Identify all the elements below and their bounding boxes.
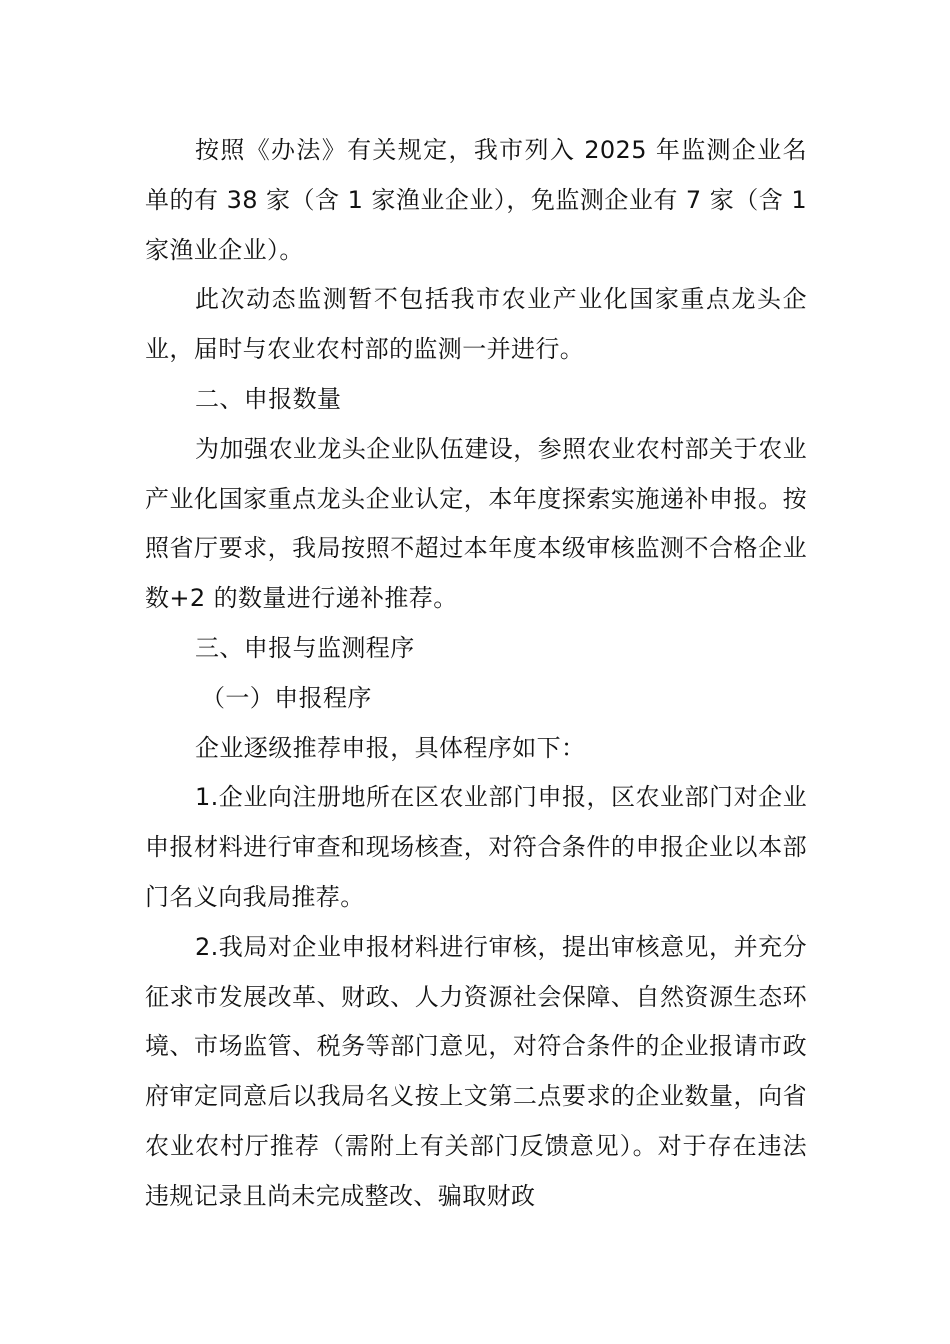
paragraph-quantity: 为加强农业龙头企业队伍建设，参照农业农村部关于农业产业化国家重点龙头企业认定，本年度探索实施递补申报。按照省厅要求，我局按照不超过本年度本级审核监测不合格企业数+2 的数量进行递补推荐。 — [145, 434, 807, 613]
paragraph-exclusion-note: 此次动态监测暂不包括我市农业产业化国家重点龙头企业，届时与农业农村部的监测一并进行。 — [145, 285, 807, 364]
paragraph-monitoring-list: 按照《办法》有关规定，我市列入 2025 年监测企业名单的有 38 家（含 1 家渔业企业），免监测企业有 7 家（含 1 家渔业企业）。 — [145, 136, 807, 264]
subsection-heading-application: （一）申报程序 — [201, 683, 372, 712]
paragraph-step-1: 1.企业向注册地所在区农业部门申报，区农业部门对企业申报材料进行审查和现场核查，对符合条件的申报企业以本部门名义向我局推荐。 — [145, 783, 807, 911]
document-body — [145, 126, 807, 1222]
section-heading-quantity: 二、申报数量 — [195, 384, 342, 413]
section-heading-procedure: 三、申报与监测程序 — [195, 633, 415, 662]
paragraph-step-2: 2.我局对企业申报材料进行审核，提出审核意见，并充分征求市发展改革、财政、人力资源社会保障、自然资源生态环境、市场监管、税务等部门意见，对符合条件的企业报请市政府审定同意后以我局名义按上文第二点要求的企业数量，向省农业农村厅推荐（需附上有关部门反馈意见）。对于存在违法违规记录且尚未完成整改、骗取财政 — [145, 932, 807, 1210]
paragraph-procedure-intro: 企业逐级推荐申报，具体程序如下： — [195, 733, 586, 762]
